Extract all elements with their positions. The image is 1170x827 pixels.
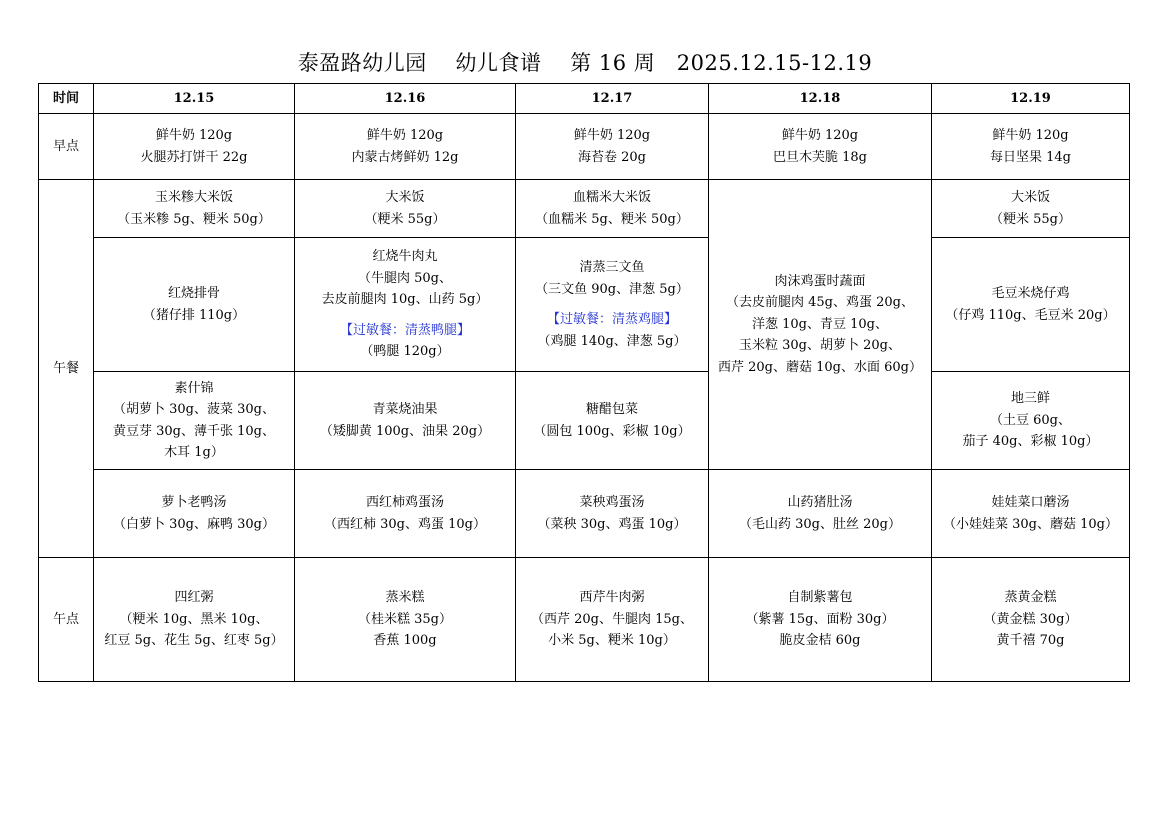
dish: 大米饭 [385, 190, 425, 205]
dish: 清蒸三文鱼 [579, 260, 645, 275]
dish-ingredients: 茄子 40g、彩椒 10g） [962, 434, 1099, 450]
header-row [39, 84, 1130, 114]
day-header: 12.18 [709, 84, 932, 114]
dish: 青菜烧油果 [372, 402, 438, 417]
day-header: 12.15 [94, 84, 295, 114]
allergy-dish: 【过敏餐：清蒸鸭腿】 [339, 322, 470, 338]
dish-ingredients: （粳米 55g） [364, 211, 446, 227]
dish: 菜秧鸡蛋汤 [579, 495, 645, 510]
dish: 火腿苏打饼干 22g [140, 149, 248, 165]
menu-cell [932, 372, 1130, 470]
dish: 西红柿鸡蛋汤 [365, 495, 444, 510]
dish: 山药猪肚汤 [787, 495, 853, 510]
dish: 鲜牛奶 120g [992, 128, 1069, 143]
dish: 内蒙古烤鲜奶 12g [351, 149, 459, 165]
menu-cell [932, 238, 1130, 372]
dish-ingredients: （去皮前腿肉 45g、鸡蛋 20g、 [726, 295, 914, 311]
breakfast-label: 早点 [39, 114, 94, 180]
menu-cell [709, 180, 932, 470]
dish-ingredients: （仔鸡 110g、毛豆米 20g） [945, 307, 1116, 323]
menu-cell [516, 114, 709, 180]
menu-cell [94, 180, 295, 238]
menu-cell [516, 180, 709, 238]
menu-cell [516, 558, 709, 682]
day-header: 12.16 [295, 84, 516, 114]
menu-cell [94, 114, 295, 180]
lunch-label: 午餐 [39, 180, 94, 558]
menu-cell [516, 238, 709, 372]
dish: 脆皮金桔 60g [779, 633, 861, 649]
dish: 玉米糁大米饭 [154, 190, 233, 205]
dish: 鲜牛奶 120g [366, 128, 444, 143]
lunch-staple-row [39, 180, 1130, 238]
dish-ingredients: （玉米糁 5g、粳米 50g） [117, 211, 271, 227]
snack-row [39, 558, 1130, 682]
menu-cell [516, 470, 709, 558]
menu-cell [932, 470, 1130, 558]
time-header: 时间 [39, 84, 94, 114]
dish: 蒸米糕 [385, 590, 425, 606]
dish: 自制紫薯包 [787, 590, 853, 606]
menu-cell [516, 372, 709, 470]
snack-label: 午点 [39, 558, 94, 682]
menu-cell [709, 114, 932, 180]
dish: 萝卜老鸭汤 [161, 495, 227, 510]
dish-ingredients: （毛山药 30g、肚丝 20g） [739, 516, 901, 532]
dish-ingredients: （牛腿肉 50g、 [358, 270, 452, 286]
menu-cell [932, 114, 1130, 180]
lunch-main-row [39, 238, 1130, 372]
dish-ingredients: （黄金糕 30g） [983, 611, 1078, 627]
dish-ingredients: （土豆 60g、 [990, 412, 1071, 428]
dish-ingredients: （猪仔排 110g） [142, 307, 246, 323]
dish-ingredients: （胡萝卜 30g、菠菜 30g、 [113, 402, 275, 417]
dish: 每日坚果 14g [990, 149, 1071, 165]
dish-ingredients: （菜秧 30g、鸡蛋 10g） [537, 516, 687, 532]
dish-ingredients: 洋葱 10g、青豆 10g、 [752, 316, 888, 332]
day-header: 12.19 [932, 84, 1130, 114]
dish: 娃娃菜口蘑汤 [991, 495, 1070, 510]
dish: 海苔卷 20g [578, 149, 646, 165]
dish-ingredients: 红豆 5g、花生 5g、红枣 5g） [104, 633, 284, 649]
dish-ingredients: （三文鱼 90g、津葱 5g） [535, 281, 689, 297]
dish-ingredients: 西芹 20g、蘑菇 10g、水面 60g） [718, 359, 922, 375]
dish-ingredients: （小娃娃菜 30g、蘑菇 10g） [943, 516, 1118, 532]
dish: 红烧排骨 [167, 286, 220, 301]
dish: 大米饭 [1010, 190, 1050, 205]
menu-cell [94, 470, 295, 558]
menu-cell [932, 558, 1130, 682]
allergy-ingredients: （鸭腿 120g） [360, 344, 450, 360]
menu-cell [295, 114, 516, 180]
menu-cell [709, 470, 932, 558]
dish: 巴旦木芙脆 18g [773, 149, 867, 165]
dish-ingredients: （血糯米 5g、粳米 50g） [535, 211, 689, 227]
menu-cell [94, 372, 295, 470]
dish: 地三鲜 [1010, 391, 1050, 407]
dish-ingredients: （西红柿 30g、鸡蛋 10g） [324, 516, 486, 532]
page-title: 泰盈路幼儿园 幼儿食谱 第 16 周 2025.12.15-12.19 [297, 51, 873, 75]
dish-ingredients: （矮脚黄 100g、油果 20g） [319, 423, 491, 439]
dish-ingredients: （西芹 20g、牛腿肉 15g、 [531, 611, 693, 627]
menu-cell [932, 180, 1130, 238]
dish: 肉沫鸡蛋时蔬面 [774, 273, 866, 289]
dish-ingredients: （圆包 100g、彩椒 10g） [533, 423, 691, 439]
dish-ingredients: 玉米粒 30g、胡萝卜 20g、 [739, 338, 901, 354]
dish: 糖醋包菜 [585, 402, 638, 417]
dish: 西芹牛肉粥 [579, 590, 645, 606]
dish-ingredients: 木耳 1g） [164, 445, 224, 460]
dish: 黄千禧 70g [996, 633, 1065, 649]
day-header: 12.17 [516, 84, 709, 114]
menu-cell [295, 238, 516, 372]
dish-ingredients: （紫薯 15g、面粉 30g） [745, 611, 895, 627]
menu-cell [295, 470, 516, 558]
lunch-side-row [39, 372, 1130, 470]
dish: 红烧牛肉丸 [372, 249, 438, 265]
dish: 毛豆米烧仔鸡 [991, 286, 1070, 301]
dish: 四红粥 [174, 590, 214, 606]
menu-cell [295, 180, 516, 238]
menu-cell [295, 558, 516, 682]
menu-table [38, 83, 1130, 682]
dish-ingredients: （粳米 10g、黑米 10g、 [119, 611, 269, 627]
dish: 鲜牛奶 120g [573, 128, 651, 143]
dish-ingredients: 小米 5g、粳米 10g） [548, 633, 676, 649]
lunch-soup-row [39, 470, 1130, 558]
dish-ingredients: （白萝卜 30g、麻鸭 30g） [113, 516, 275, 532]
allergy-ingredients: （鸡腿 140g、津葱 5g） [537, 333, 687, 349]
menu-cell [94, 558, 295, 682]
dish: 鲜牛奶 120g [155, 128, 233, 143]
dish: 蒸黄金糕 [1004, 590, 1057, 606]
menu-cell [295, 372, 516, 470]
menu-cell [709, 558, 932, 682]
dish-ingredients: （桂米糕 35g） [358, 611, 452, 627]
dish-ingredients: （粳米 55g） [990, 211, 1071, 227]
breakfast-row [39, 114, 1130, 180]
dish: 鲜牛奶 120g [781, 128, 859, 143]
dish-ingredients: 去皮前腿肉 10g、山药 5g） [321, 292, 489, 308]
dish: 血糯米大米饭 [572, 190, 651, 205]
allergy-dish: 【过敏餐：清蒸鸡腿】 [546, 312, 677, 327]
menu-cell [94, 238, 295, 372]
dish: 香蕉 100g [373, 633, 437, 649]
dish: 素什锦 [174, 380, 214, 396]
dish-ingredients: 黄豆芽 30g、薄千张 10g、 [113, 423, 275, 439]
